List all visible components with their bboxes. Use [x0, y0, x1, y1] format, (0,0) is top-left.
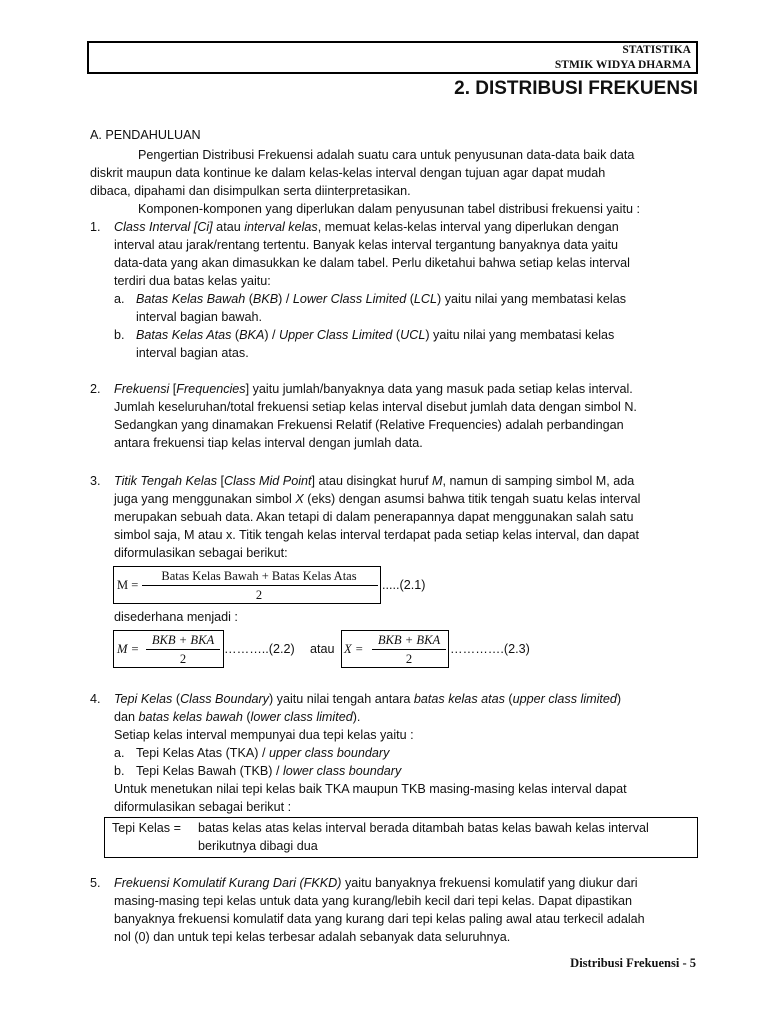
formula-2-1-denominator: 2 — [255, 588, 263, 602]
header-course: STATISTIKA — [622, 44, 691, 56]
tepi-kelas-definition-line-2: berikutnya dibagi dua — [198, 839, 318, 853]
item-number: 2. — [90, 382, 101, 396]
item4a-letter: a. — [114, 746, 125, 760]
item4-line-7: diformulasikan sebagai berikut : — [114, 800, 292, 814]
formula-2-2-ref: ………..(2.2) — [224, 642, 295, 656]
formula-2-1-numerator: Batas Kelas Bawah + Batas Kelas Atas — [161, 569, 357, 583]
item1a-line-2: interval bagian bawah. — [136, 310, 263, 324]
atau-label: atau — [310, 642, 335, 656]
item1b-letter: b. — [114, 328, 125, 342]
chapter-title: 2. DISTRIBUSI FREKUENSI — [454, 78, 698, 99]
formula-2-3-ref: ………….(2.3) — [450, 642, 530, 656]
formula-2-2-numerator: BKB + BKA — [151, 633, 215, 647]
item1-line-2: interval atau jarak/rentang tertentu. Banyak kelas interval tergantung banyaknya data yaitu — [114, 238, 619, 252]
formula-2-2-lhs: M = — [117, 642, 140, 656]
item1-line-4: terdiri dua batas kelas yaitu: — [114, 274, 271, 288]
tepi-kelas-label: Tepi Kelas = — [112, 821, 181, 835]
item4-line-6: Untuk menetukan nilai tepi kelas baik TKA maupun TKB masing-masing kelas interval dapat — [114, 782, 627, 796]
item4-line-2: dan batas kelas bawah (lower class limited). — [114, 710, 361, 724]
section-heading: A. PENDAHULUAN — [90, 128, 201, 142]
item4b-letter: b. — [114, 764, 125, 778]
formula-2-3-denominator: 2 — [405, 652, 413, 666]
intro-line-3: dibaca, dipahami dan disimpulkan serta diinterpretasikan. — [90, 184, 411, 198]
item3-line-5: diformulasikan sebagai berikut: — [114, 546, 288, 560]
page-footer: Distribusi Frekuensi - 5 — [570, 956, 696, 970]
header-institution: STMIK WIDYA DHARMA — [554, 59, 691, 71]
formula-2-1-lhs: M = — [117, 578, 139, 592]
item2-line-2: Jumlah keseluruhan/total frekuensi setiap kelas interval disebut jumlah data dengan simbol N. — [114, 400, 637, 414]
intro-line-2: diskrit maupun data kontinue ke dalam kelas-kelas interval dengan tujuan agar dapat mudah — [90, 166, 606, 180]
formula-2-3-lhs: X = — [344, 642, 364, 656]
item5-line-1: Frekuensi Komulatif Kurang Dari (FKKD) yaitu banyaknya frekuensi komulatif yang diukur dari — [114, 876, 638, 890]
item5-line-3: banyaknya frekuensi komulatif data yang kurang dari tepi kelas paling awal atau terkecil adalah — [114, 912, 645, 926]
item-number: 4. — [90, 692, 101, 706]
item1b-line-2: interval bagian atas. — [136, 346, 249, 360]
item3-line-4: simbol saja, M atau x. Titik tengah kelas interval terdapat pada setiap kelas interval, dan dapat — [114, 528, 640, 542]
formula-2-3-numerator: BKB + BKA — [377, 633, 441, 647]
header-box — [87, 41, 698, 74]
item-number: 1. — [90, 220, 101, 234]
intro-line-1: Pengertian Distribusi Frekuensi adalah suatu cara untuk penyusunan data-data baik data — [138, 148, 635, 162]
item5-line-2: masing-masing tepi kelas untuk data yang kurang/lebih kecil dari tepi kelas. Dapat dipastikan — [114, 894, 633, 908]
item3-line-2: juga yang menggunakan simbol X (eks) dengan asumsi bahwa titik tengah suatu kelas interval — [114, 492, 641, 506]
intro-line-4: Komponen-komponen yang diperlukan dalam penyusunan tabel distribusi frekuensi yaitu : — [138, 202, 640, 216]
formula-2-1-ref: .....(2.1) — [382, 578, 426, 592]
item4-line-1: Tepi Kelas (Class Boundary) yaitu nilai tengah antara batas kelas atas (upper class limited) — [114, 692, 622, 706]
simplified-label: disederhana menjadi : — [114, 610, 238, 624]
item1a-letter: a. — [114, 292, 125, 306]
item2-line-1: Frekuensi [Frequencies] yaitu jumlah/banyaknya data yang masuk pada setiap kelas interval. — [114, 382, 633, 396]
item3-line-3: merupakan sebuah data. Akan tetapi di dalam penerapannya dapat menggunakan salah satu — [114, 510, 634, 524]
item1b-line-1: Batas Kelas Atas (BKA) / Upper Class Limited (UCL) yaitu nilai yang membatasi kelas — [136, 328, 615, 342]
item3-line-1: Titik Tengah Kelas [Class Mid Point] atau disingkat huruf M, namun di samping simbol M, ada — [114, 474, 635, 488]
formula-2-2-denominator: 2 — [179, 652, 187, 666]
item5-line-4: nol (0) dan untuk tepi kelas terbesar adalah sebanyak data seluruhnya. — [114, 930, 511, 944]
item4a-text: Tepi Kelas Atas (TKA) / upper class boundary — [136, 746, 390, 760]
item1-line-1: Class Interval [Ci] atau interval kelas, memuat kelas-kelas interval yang diperlukan dengan — [114, 220, 619, 234]
item4b-text: Tepi Kelas Bawah (TKB) / lower class boundary — [136, 764, 402, 778]
tepi-kelas-definition-line-1: batas kelas atas kelas interval berada ditambah batas kelas bawah kelas interval — [198, 821, 649, 835]
item1-line-3: data-data yang akan dimasukkan ke dalam tabel. Perlu diketahui bahwa setiap kelas interval — [114, 256, 630, 270]
header-text — [555, 43, 691, 73]
item-number: 3. — [90, 474, 101, 488]
item2-line-3: Sedangkan yang dinamakan Frekuensi Relatif (Relative Frequencies) adalah perbandingan — [114, 418, 624, 432]
item1a-line-1: Batas Kelas Bawah (BKB) / Lower Class Limited (LCL) yaitu nilai yang membatasi kelas — [136, 292, 627, 306]
item4-line-3: Setiap kelas interval mempunyai dua tepi kelas yaitu : — [114, 728, 414, 742]
item-number: 5. — [90, 876, 101, 890]
item2-line-4: antara frekuensi tiap kelas interval dengan jumlah data. — [114, 436, 423, 450]
